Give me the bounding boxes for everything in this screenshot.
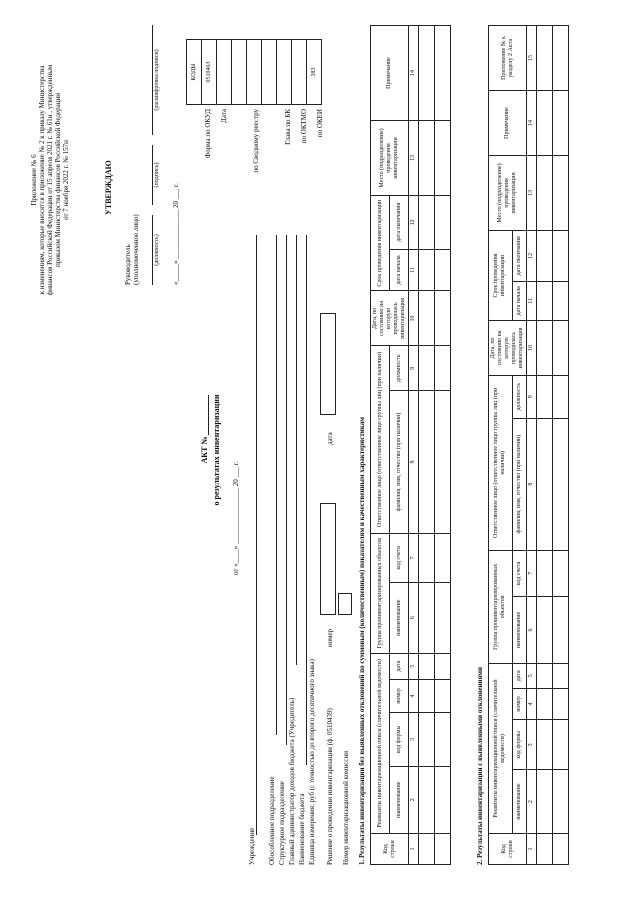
codes-label-date: Дата bbox=[220, 109, 228, 123]
s2-num-12: 12 bbox=[527, 231, 537, 282]
codes-okei: 383 bbox=[307, 40, 322, 105]
s1-sub-2: код формы bbox=[390, 713, 409, 766]
position-caption: (должность) bbox=[154, 234, 160, 266]
s1-num-7: 7 bbox=[409, 533, 419, 582]
s1-h-note: Примечание bbox=[371, 26, 409, 121]
commission-box[interactable] bbox=[338, 593, 352, 615]
s1-sub-10: дата окончания bbox=[390, 196, 409, 250]
codes-label-registry: по Сводному реестру bbox=[252, 109, 260, 173]
s1-sub-8: должность bbox=[390, 346, 409, 391]
section1-title: 1. Результаты инвентаризации без выявленных отклонений по суммовым (количественным) показателям и качественным характеристикам bbox=[358, 417, 366, 865]
signature-decode-line bbox=[152, 25, 153, 135]
field-structural: Структурное подразделение bbox=[278, 781, 286, 865]
s2-h-state: Дата, по состоянию на которую проводилась инвентаризация bbox=[489, 321, 527, 376]
codes-label-glava: Глава по БК bbox=[284, 109, 292, 145]
codes-registry bbox=[247, 40, 262, 105]
s2-num-2: 2 bbox=[527, 770, 537, 834]
s1-h-term: Срок проведения инвентаризации bbox=[371, 196, 390, 291]
s2-sub-10: дата окончания bbox=[512, 231, 526, 282]
s1-sub-7: фамилия, имя, отчество (при наличии) bbox=[390, 391, 409, 534]
s2-sub-4: дата bbox=[512, 663, 526, 688]
codes-table bbox=[186, 39, 322, 105]
s1-num-1: 1 bbox=[409, 834, 419, 865]
s1-sub-9: дата начала bbox=[390, 249, 409, 291]
s2-sub-8: должность bbox=[512, 376, 526, 419]
codes-header: КОДЫ bbox=[187, 40, 202, 105]
s1-num-13: 13 bbox=[409, 121, 419, 196]
s1-row-blank-1[interactable] bbox=[419, 26, 435, 865]
s2-h-note: Примечание bbox=[489, 91, 527, 156]
s1-h-state: Дата, по состоянию на которую проводилась инвентаризация bbox=[371, 291, 409, 346]
decision-date-box[interactable] bbox=[320, 313, 336, 415]
s1-h-code: Код строки bbox=[371, 834, 409, 865]
act-subtitle: о результатах инвентаризации bbox=[212, 394, 221, 506]
s2-num-5: 5 bbox=[527, 663, 537, 688]
s2-sub-3: номер bbox=[512, 688, 526, 720]
s2-row-blank-2[interactable] bbox=[553, 26, 569, 865]
decision-number-label: номер bbox=[326, 628, 334, 647]
codes-blank-1 bbox=[232, 40, 247, 105]
s2-sub-6: код счета bbox=[512, 550, 526, 596]
signature-caption: (подпись) bbox=[154, 162, 160, 188]
s2-num-14: 14 bbox=[527, 91, 537, 156]
commission-label: Номер инвентаризационной комиссии bbox=[342, 751, 350, 865]
s2-num-13: 13 bbox=[527, 156, 537, 231]
s1-sub-4: дата bbox=[390, 653, 409, 679]
s1-row-blank-2[interactable] bbox=[435, 26, 451, 865]
s2-num-10: 10 bbox=[527, 321, 537, 376]
s1-num-11: 11 bbox=[409, 249, 419, 291]
s2-sub-1: наименование bbox=[512, 770, 526, 834]
s2-sub-7: фамилия, имя, отчество (при наличии) bbox=[512, 418, 526, 550]
approve-title: УТВЕРЖДАЮ bbox=[104, 160, 113, 215]
appendix-block bbox=[30, 15, 70, 345]
codes-date bbox=[217, 40, 232, 105]
s2-sub-2: код формы bbox=[512, 720, 526, 770]
s2-num-3: 3 bbox=[527, 720, 537, 770]
s1-h-place: Место (подразделение) проведения инвентаризации bbox=[371, 121, 409, 196]
appendix-line-4: от 7 ноября 2022 г. № 157н bbox=[62, 140, 70, 220]
s2-num-4: 4 bbox=[527, 688, 537, 720]
s1-sub-6: код счета bbox=[390, 533, 409, 582]
field-subdivision-line[interactable] bbox=[276, 235, 277, 735]
act-date: от «____» ________________ 20 ___ г. bbox=[232, 461, 240, 575]
s1-num-5: 5 bbox=[409, 653, 419, 679]
s2-h-code: Код строки bbox=[489, 834, 527, 865]
codes-label-okei: по ОКЕИ bbox=[316, 109, 324, 138]
appendix-line-1: к изменениям, которые вносятся в приложение № 2 к приказу Министерства bbox=[38, 65, 46, 295]
s1-h-req: Реквизиты инвентаризационной описи (сличительной ведомости) bbox=[371, 653, 390, 833]
s2-num-6: 6 bbox=[527, 597, 537, 664]
s2-num-8: 8 bbox=[527, 418, 537, 550]
s2-sub-9: дата начала bbox=[512, 281, 526, 320]
codes-oktmo bbox=[292, 40, 307, 105]
s2-h-term: Срок проведения инвентаризации bbox=[489, 231, 513, 321]
field-budget: Наименование бюджета bbox=[298, 793, 306, 865]
field-structural-line[interactable] bbox=[286, 235, 287, 745]
s1-num-6: 6 bbox=[409, 582, 419, 653]
act-title: АКТ № bbox=[200, 436, 209, 464]
signature-decode-caption: (расшифровка подписи) bbox=[154, 49, 160, 111]
position-line bbox=[152, 215, 153, 285]
s2-h-place: Место (подразделение) проведения инвентаризации bbox=[489, 156, 527, 231]
field-subdivision: Обособленное подразделение bbox=[268, 776, 276, 865]
s2-num-15: 15 bbox=[527, 26, 537, 91]
decision-date-label: дата bbox=[326, 432, 334, 445]
s2-row-blank-1[interactable] bbox=[537, 26, 553, 865]
s2-num-11: 11 bbox=[527, 281, 537, 320]
codes-label-oktmo: по ОКТМО bbox=[300, 109, 308, 144]
s2-h-link: Приложение № к разделу 2 Акта bbox=[489, 26, 527, 91]
codes-blank-2 bbox=[262, 40, 277, 105]
codes-label-okud: Форма по ОКУД bbox=[204, 109, 212, 159]
s1-h-resp: Ответственное лицо (ответственное лицо группы лиц (при наличии) bbox=[371, 346, 390, 533]
s2-num-1: 1 bbox=[527, 834, 537, 865]
s1-num-2: 2 bbox=[409, 766, 419, 833]
field-budget-line[interactable] bbox=[306, 235, 307, 765]
approve-date: «_____» ______________ 20 ___ г. bbox=[172, 183, 180, 285]
field-unit: Единица измерения: руб (с точностью до второго десятичного знака) bbox=[308, 659, 316, 865]
s2-num-7: 7 bbox=[527, 550, 537, 596]
section2-table bbox=[488, 25, 569, 865]
section1-table bbox=[370, 25, 451, 865]
s2-num-9: 9 bbox=[527, 376, 537, 419]
s1-h-group: Группа проинвентаризированных объектов bbox=[371, 533, 390, 653]
s1-num-9: 9 bbox=[409, 346, 419, 391]
field-admin: Главный администратор доходов бюджета (Учредитель) bbox=[288, 697, 296, 865]
field-institution: Учреждение bbox=[248, 827, 256, 865]
s1-num-4: 4 bbox=[409, 679, 419, 713]
codes-glava-bk bbox=[277, 40, 292, 105]
appendix-title: Приложение № 6 bbox=[30, 154, 38, 206]
appendix-line-3: приказом Министерства финансов Российской Федерации bbox=[54, 93, 62, 267]
appendix-line-2: финансов Российской Федерации от 15 апреля 2021 г. № 61н , утвержденным bbox=[46, 64, 54, 296]
s1-num-3: 3 bbox=[409, 713, 419, 766]
act-number-line bbox=[208, 395, 209, 435]
s1-num-10: 10 bbox=[409, 291, 419, 346]
s1-num-12: 12 bbox=[409, 196, 419, 250]
codes-okud: 0510463 bbox=[202, 40, 217, 105]
approve-head-sub: (уполномоченное лицо) bbox=[132, 214, 140, 285]
s1-sub-1: наименование bbox=[390, 766, 409, 833]
decision-number-box[interactable] bbox=[320, 503, 336, 615]
s1-sub-3: номер bbox=[390, 679, 409, 713]
field-institution-line[interactable] bbox=[256, 235, 257, 835]
s1-num-14: 14 bbox=[409, 26, 419, 121]
s1-sub-5: наименование bbox=[390, 582, 409, 653]
s2-h-resp: Ответственное лицо (ответственное лицо группы лиц (при наличии) bbox=[489, 376, 513, 551]
section2-title: 2. Результаты инвентаризации с выявленными отклонениями bbox=[476, 666, 484, 865]
signature-line bbox=[152, 145, 153, 205]
s2-sub-5: наименование bbox=[512, 597, 526, 664]
decision-label: Решение о проведении инвентаризации (ф. 0510439) bbox=[326, 708, 334, 865]
s1-num-8: 8 bbox=[409, 391, 419, 534]
s2-h-group: Группа проинвентаризированных объектов bbox=[489, 550, 513, 663]
field-admin-line[interactable] bbox=[296, 235, 297, 665]
approve-head-label: Руководитель bbox=[124, 244, 132, 285]
s2-h-req: Реквизиты инвентаризационной описи (сличительной ведомости) bbox=[489, 663, 513, 833]
